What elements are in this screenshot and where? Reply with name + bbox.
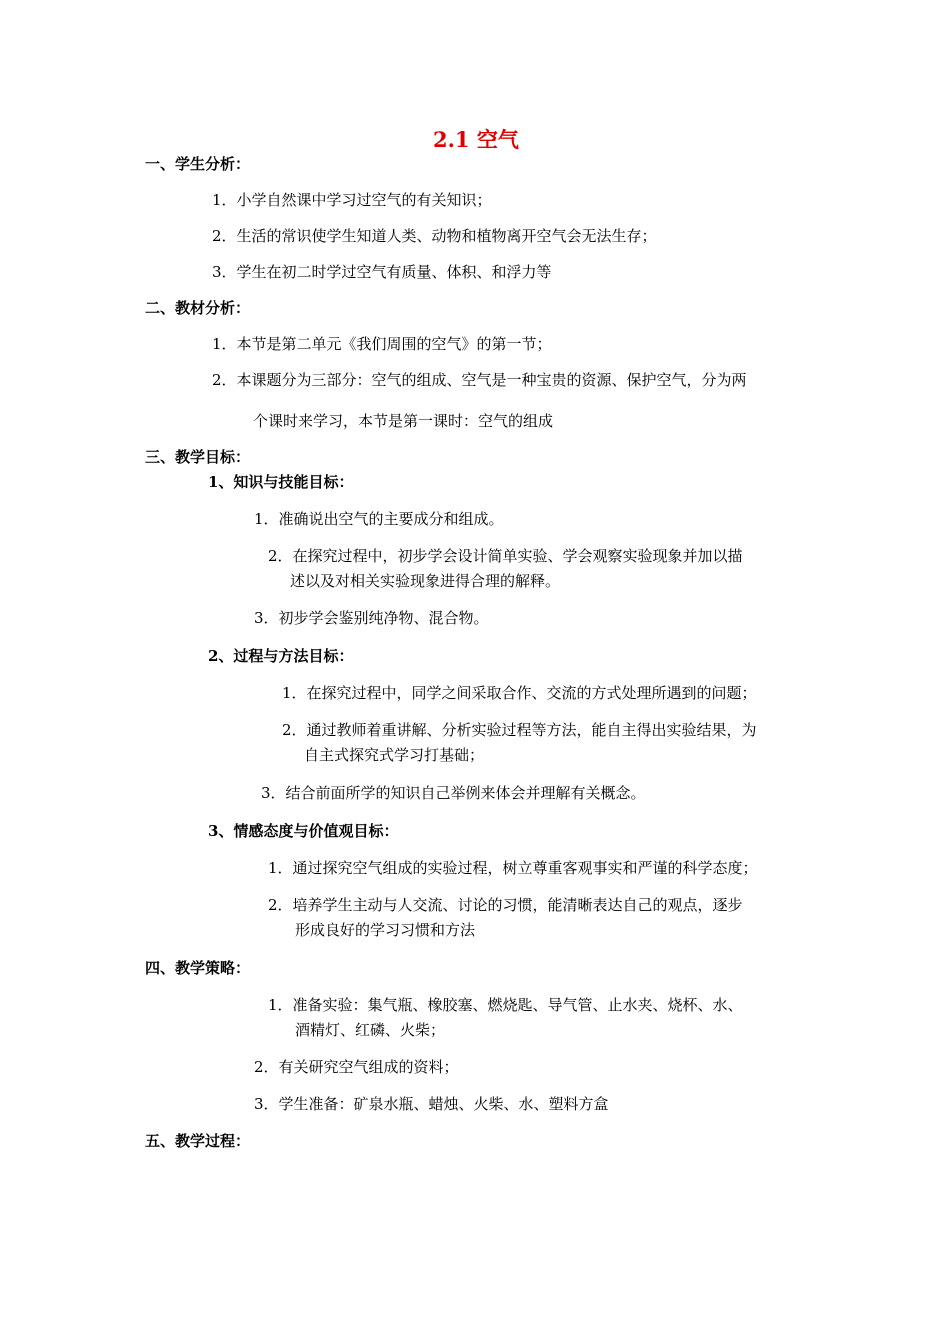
list-item: 2．有关研究空气组成的资料； xyxy=(254,1058,459,1076)
list-item: 1．小学自然课中学习过空气的有关知识； xyxy=(212,191,492,209)
list-item: 3．初步学会鉴别纯净物、混合物。 xyxy=(254,609,489,627)
list-item: 2．培养学生主动与人交流、讨论的习惯，能清晰表达自己的观点，逐步 xyxy=(268,896,743,914)
list-item: 1．准备实验：集气瓶、橡胶塞、燃烧匙、导气管、止水夹、烧杯、水、 xyxy=(268,996,743,1014)
list-item: 2．通过教师着重讲解、分析实验过程等方法，能自主得出实验结果，为 xyxy=(282,721,757,739)
list-item: 1．准确说出空气的主要成分和组成。 xyxy=(254,510,504,528)
section-heading-teaching-goals: 三、教学目标： xyxy=(145,448,251,466)
list-item: 1．本节是第二单元《我们周围的空气》的第一节； xyxy=(212,335,552,353)
list-item: 2．在探究过程中，初步学会设计简单实验、学会观察实验现象并加以描 xyxy=(268,547,743,565)
list-item: 2．生活的常识使学生知道人类、动物和植物离开空气会无法生存； xyxy=(212,227,657,245)
list-item-continuation: 个课时来学习，本节是第一课时：空气的组成 xyxy=(253,412,554,430)
page-title: 2.1 空气 xyxy=(433,127,519,152)
list-item: 3．学生在初二时学过空气有质量、体积、和浮力等 xyxy=(212,263,552,281)
section-heading-teaching-process: 五、教学过程： xyxy=(145,1132,251,1150)
list-item: 1．在探究过程中，同学之间采取合作、交流的方式处理所遇到的问题； xyxy=(282,684,757,702)
list-item-continuation: 自主式探究式学习打基础； xyxy=(304,746,485,764)
list-item-continuation: 形成良好的学习习惯和方法 xyxy=(295,921,476,939)
list-item-continuation: 述以及对相关实验现象进得合理的解释。 xyxy=(290,572,561,590)
list-item: 2．本课题分为三部分：空气的组成、空气是一种宝贵的资源、保护空气，分为两 xyxy=(212,371,747,389)
list-item: 1．通过探究空气组成的实验过程，树立尊重客观事实和严谨的科学态度； xyxy=(268,859,758,877)
subheading-attitudes-values: 3、情感态度与价值观目标： xyxy=(208,822,399,840)
subheading-process-methods: 2、过程与方法目标： xyxy=(208,647,354,665)
list-item-continuation: 酒精灯、红磷、火柴； xyxy=(295,1021,446,1039)
section-heading-material-analysis: 二、教材分析： xyxy=(145,299,251,317)
list-item: 3．学生准备：矿泉水瓶、蜡烛、火柴、水、塑料方盒 xyxy=(254,1095,609,1113)
list-item: 3．结合前面所学的知识自己举例来体会并理解有关概念。 xyxy=(261,784,646,802)
subheading-knowledge-skills: 1、知识与技能目标： xyxy=(208,473,354,491)
section-heading-student-analysis: 一、学生分析： xyxy=(145,155,251,173)
section-heading-teaching-strategy: 四、教学策略： xyxy=(145,959,251,977)
